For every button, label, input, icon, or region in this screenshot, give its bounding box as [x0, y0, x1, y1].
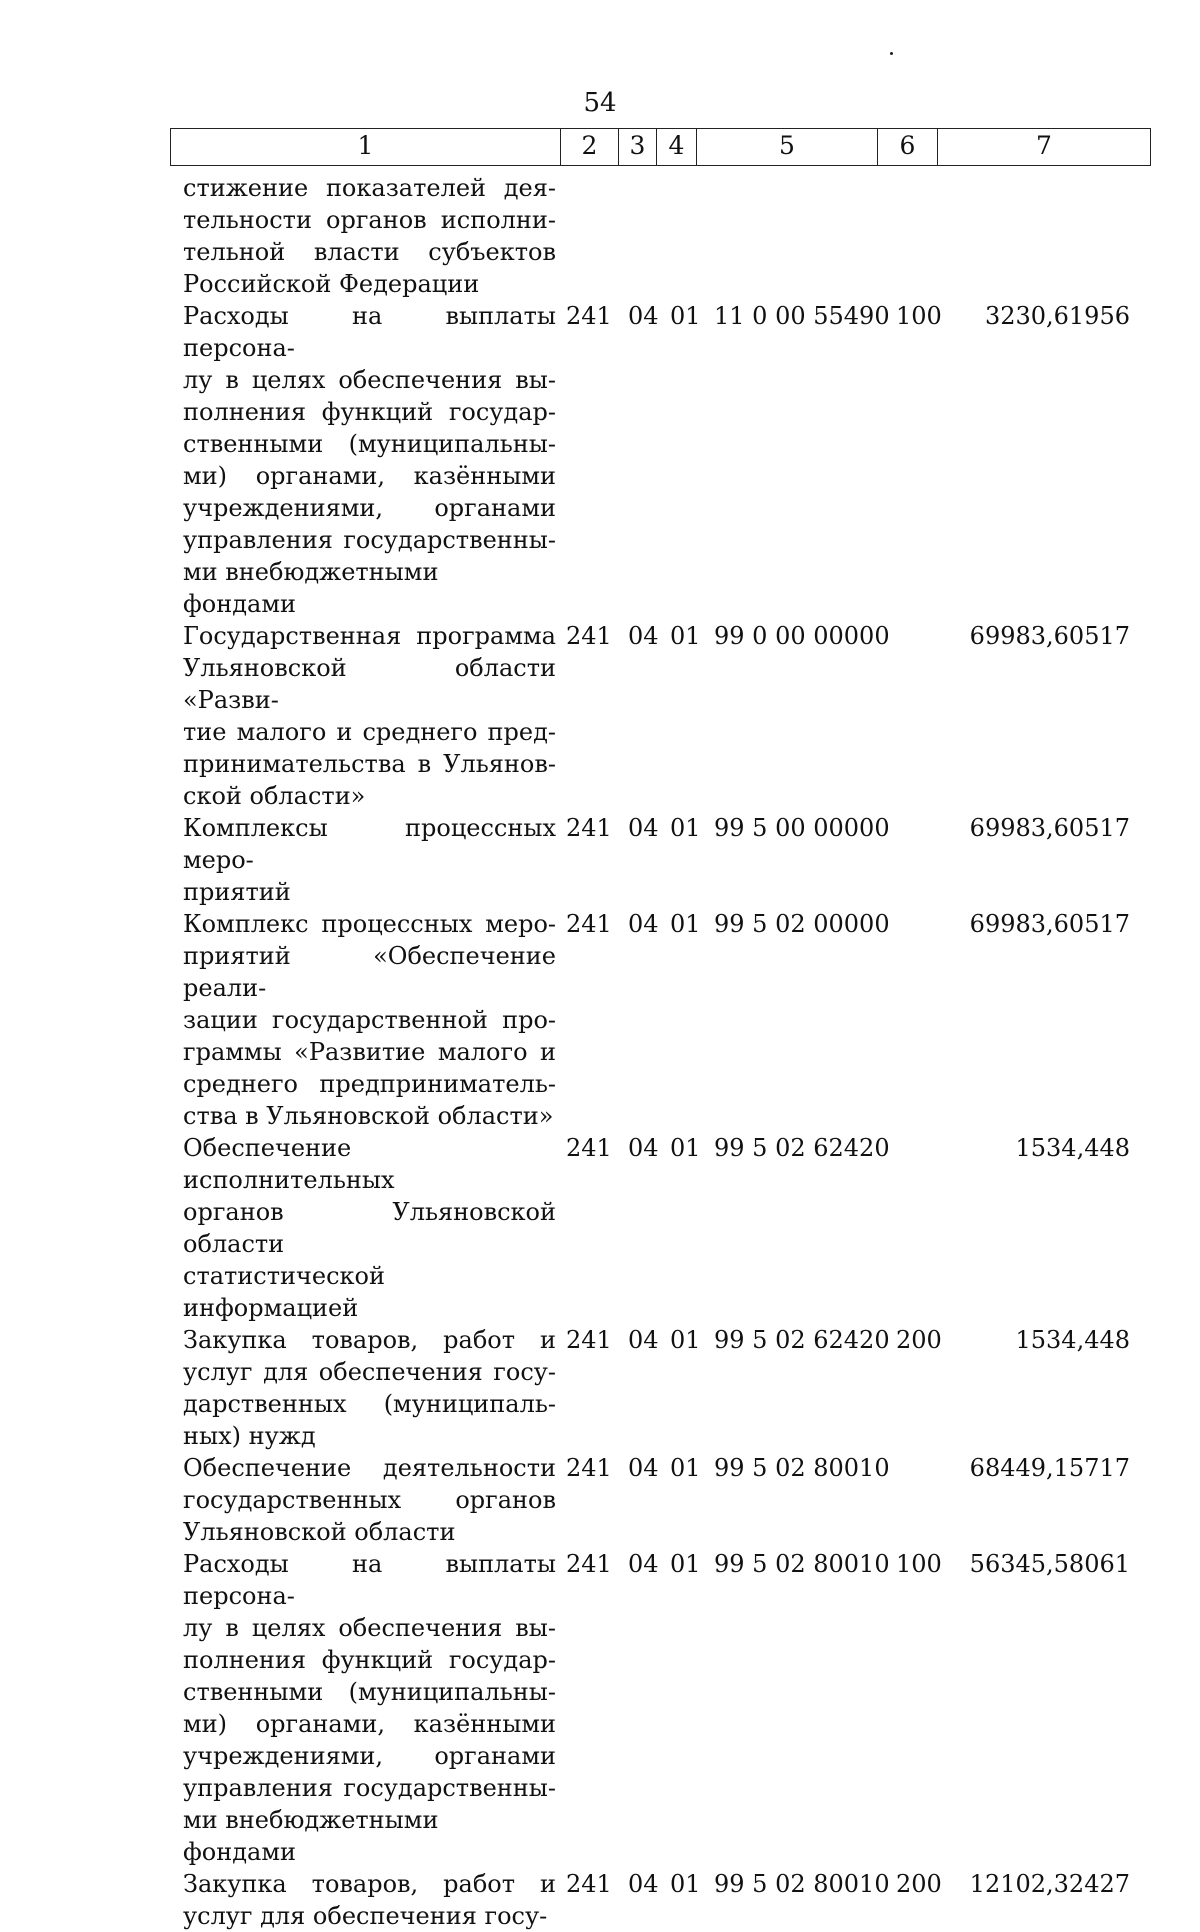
- row-name-line: услуг для обеспечения госу-: [183, 1358, 556, 1386]
- row-name-line: Закупка товаров, работ и: [183, 1326, 556, 1354]
- row-col-2: 241: [566, 1550, 612, 1578]
- row-col-6: 200: [896, 1870, 942, 1898]
- table-row: [183, 300, 1143, 620]
- table-row: [183, 1324, 1143, 1452]
- row-col-5: 99 0 00 00000: [714, 622, 890, 650]
- row-name-line: органов Ульяновской области: [183, 1198, 556, 1258]
- row-col-2: 241: [566, 1134, 612, 1162]
- row-col-7: 68449,15717: [969, 1454, 1130, 1482]
- row-name-line: Расходы на выплаты персона-: [183, 302, 556, 362]
- row-col-4: 01: [670, 302, 701, 330]
- table-row: [183, 812, 1143, 908]
- row-name-line: ства в Ульяновской области»: [183, 1102, 554, 1130]
- row-col-2: 241: [566, 1326, 612, 1354]
- row-name: [183, 1548, 556, 1868]
- row-col-4: 01: [670, 1550, 701, 1578]
- table-row: [183, 1452, 1143, 1548]
- row-col-6: 100: [896, 302, 942, 330]
- row-name-line: государственных органов: [183, 1486, 556, 1514]
- row-col-7: 12102,32427: [969, 1870, 1130, 1898]
- row-name-line: управления государственны-: [183, 1774, 556, 1802]
- row-col-4: 01: [670, 1326, 701, 1354]
- table-header: [170, 128, 1151, 166]
- row-name-line: тельной власти субъектов: [183, 238, 556, 266]
- row-col-5: 99 5 02 62420: [714, 1134, 890, 1162]
- row-col-5: 99 5 02 80010: [714, 1454, 890, 1482]
- row-col-3: 04: [628, 910, 659, 938]
- row-name-line: Расходы на выплаты персона-: [183, 1550, 556, 1610]
- row-col-3: 04: [628, 622, 659, 650]
- header-col-1: 1: [171, 129, 561, 165]
- header-col-6: 6: [878, 129, 938, 165]
- row-name-line: граммы «Развитие малого и: [183, 1038, 556, 1066]
- row-col-7: 69983,60517: [969, 622, 1130, 650]
- row-col-7: 3230,61956: [984, 302, 1130, 330]
- row-name-line: ми внебюджетными фондами: [183, 558, 439, 618]
- row-name: [183, 1324, 556, 1452]
- row-col-7: 69983,60517: [969, 910, 1130, 938]
- row-name: [183, 1452, 556, 1548]
- table-body: [183, 172, 1143, 1932]
- row-name-line: учреждениями, органами: [183, 1742, 556, 1770]
- row-name-line: управления государственны-: [183, 526, 556, 554]
- table-row: [183, 1548, 1143, 1868]
- row-name: [183, 300, 556, 620]
- row-name-line: Государственная программа: [183, 622, 556, 650]
- row-name-line: Закупка товаров, работ и: [183, 1870, 556, 1898]
- row-col-2: 241: [566, 814, 612, 842]
- row-name: [183, 172, 556, 300]
- row-col-7: 1534,448: [1015, 1134, 1130, 1162]
- row-name-line: ми) органами, казёнными: [183, 462, 556, 490]
- row-name-line: ми внебюджетными фондами: [183, 1806, 439, 1866]
- row-name: [183, 620, 556, 812]
- row-col-3: 04: [628, 1326, 659, 1354]
- row-name-line: Комплексы процессных меро-: [183, 814, 556, 874]
- row-col-2: 241: [566, 622, 612, 650]
- row-name-line: услуг для обеспечения госу-: [183, 1902, 548, 1930]
- scan-speck: [890, 52, 893, 55]
- row-name-line: полнения функций государ-: [183, 1646, 556, 1674]
- header-col-2: 2: [561, 129, 619, 165]
- row-name-line: ской области»: [183, 782, 366, 810]
- row-col-3: 04: [628, 1134, 659, 1162]
- row-name-line: Обеспечение исполнительных: [183, 1134, 395, 1194]
- row-col-4: 01: [670, 814, 701, 842]
- row-col-6: 100: [896, 1550, 942, 1578]
- row-name-line: учреждениями, органами: [183, 494, 556, 522]
- row-name-line: среднего предприниматель-: [183, 1070, 556, 1098]
- row-col-5: 99 5 00 00000: [714, 814, 890, 842]
- row-col-5: 99 5 02 62420: [714, 1326, 890, 1354]
- row-name-line: приятий «Обеспечение реали-: [183, 942, 556, 1002]
- row-name: [183, 1132, 556, 1324]
- row-col-5: 99 5 02 80010: [714, 1550, 890, 1578]
- row-name-line: ственными (муниципальны-: [183, 430, 556, 458]
- table-row: [183, 172, 1143, 300]
- table-row: [183, 620, 1143, 812]
- header-col-4: 4: [657, 129, 697, 165]
- row-col-3: 04: [628, 1454, 659, 1482]
- row-col-3: 04: [628, 1870, 659, 1898]
- row-name-line: Комплекс процессных меро-: [183, 910, 556, 938]
- row-name-line: стижение показателей дея-: [183, 174, 556, 202]
- row-col-3: 04: [628, 302, 659, 330]
- row-name-line: Ульяновской области: [183, 1518, 456, 1546]
- row-col-2: 241: [566, 302, 612, 330]
- row-col-7: 1534,448: [1015, 1326, 1130, 1354]
- row-name-line: ми) органами, казёнными: [183, 1710, 556, 1738]
- row-col-4: 01: [670, 622, 701, 650]
- row-name: [183, 812, 556, 908]
- table-row: [183, 908, 1143, 1132]
- row-col-4: 01: [670, 1870, 701, 1898]
- row-name-line: Российской Федерации: [183, 270, 480, 298]
- row-name-line: Ульяновской области «Разви-: [183, 654, 556, 714]
- row-col-4: 01: [670, 1134, 701, 1162]
- row-name-line: лу в целях обеспечения вы-: [183, 1614, 556, 1642]
- row-name-line: Обеспечение деятельности: [183, 1454, 556, 1482]
- row-col-4: 01: [670, 1454, 701, 1482]
- row-col-7: 56345,58061: [969, 1550, 1130, 1578]
- row-col-2: 241: [566, 1870, 612, 1898]
- header-col-7: 7: [1036, 131, 1052, 160]
- row-name-line: тельности органов исполни-: [183, 206, 556, 234]
- row-name-line: зации государственной про-: [183, 1006, 556, 1034]
- row-col-2: 241: [566, 910, 612, 938]
- row-col-3: 04: [628, 1550, 659, 1578]
- row-name-line: приятий: [183, 878, 291, 906]
- row-name-line: лу в целях обеспечения вы-: [183, 366, 556, 394]
- row-col-5: 99 5 02 00000: [714, 910, 890, 938]
- row-col-6: 200: [896, 1326, 942, 1354]
- row-col-5: 99 5 02 80010: [714, 1870, 890, 1898]
- row-name-line: дарственных (муниципаль-: [183, 1390, 556, 1418]
- row-col-5: 11 0 00 55490: [714, 302, 890, 330]
- page-number: 54: [583, 88, 617, 118]
- row-name-line: тие малого и среднего пред-: [183, 718, 556, 746]
- row-name: [183, 908, 556, 1132]
- table-row: [183, 1868, 1143, 1932]
- row-name-line: полнения функций государ-: [183, 398, 556, 426]
- row-name-line: принимательства в Ульянов-: [183, 750, 556, 778]
- row-name-line: статистической информацией: [183, 1262, 385, 1322]
- table-row: [183, 1132, 1143, 1324]
- row-col-2: 241: [566, 1454, 612, 1482]
- header-col-3: 3: [619, 129, 657, 165]
- row-col-4: 01: [670, 910, 701, 938]
- row-name: [183, 1868, 556, 1932]
- row-name-line: ственными (муниципальны-: [183, 1678, 556, 1706]
- header-col-5: 5: [697, 129, 878, 165]
- row-col-3: 04: [628, 814, 659, 842]
- row-name-line: ных) нужд: [183, 1422, 316, 1450]
- row-col-7: 69983,60517: [969, 814, 1130, 842]
